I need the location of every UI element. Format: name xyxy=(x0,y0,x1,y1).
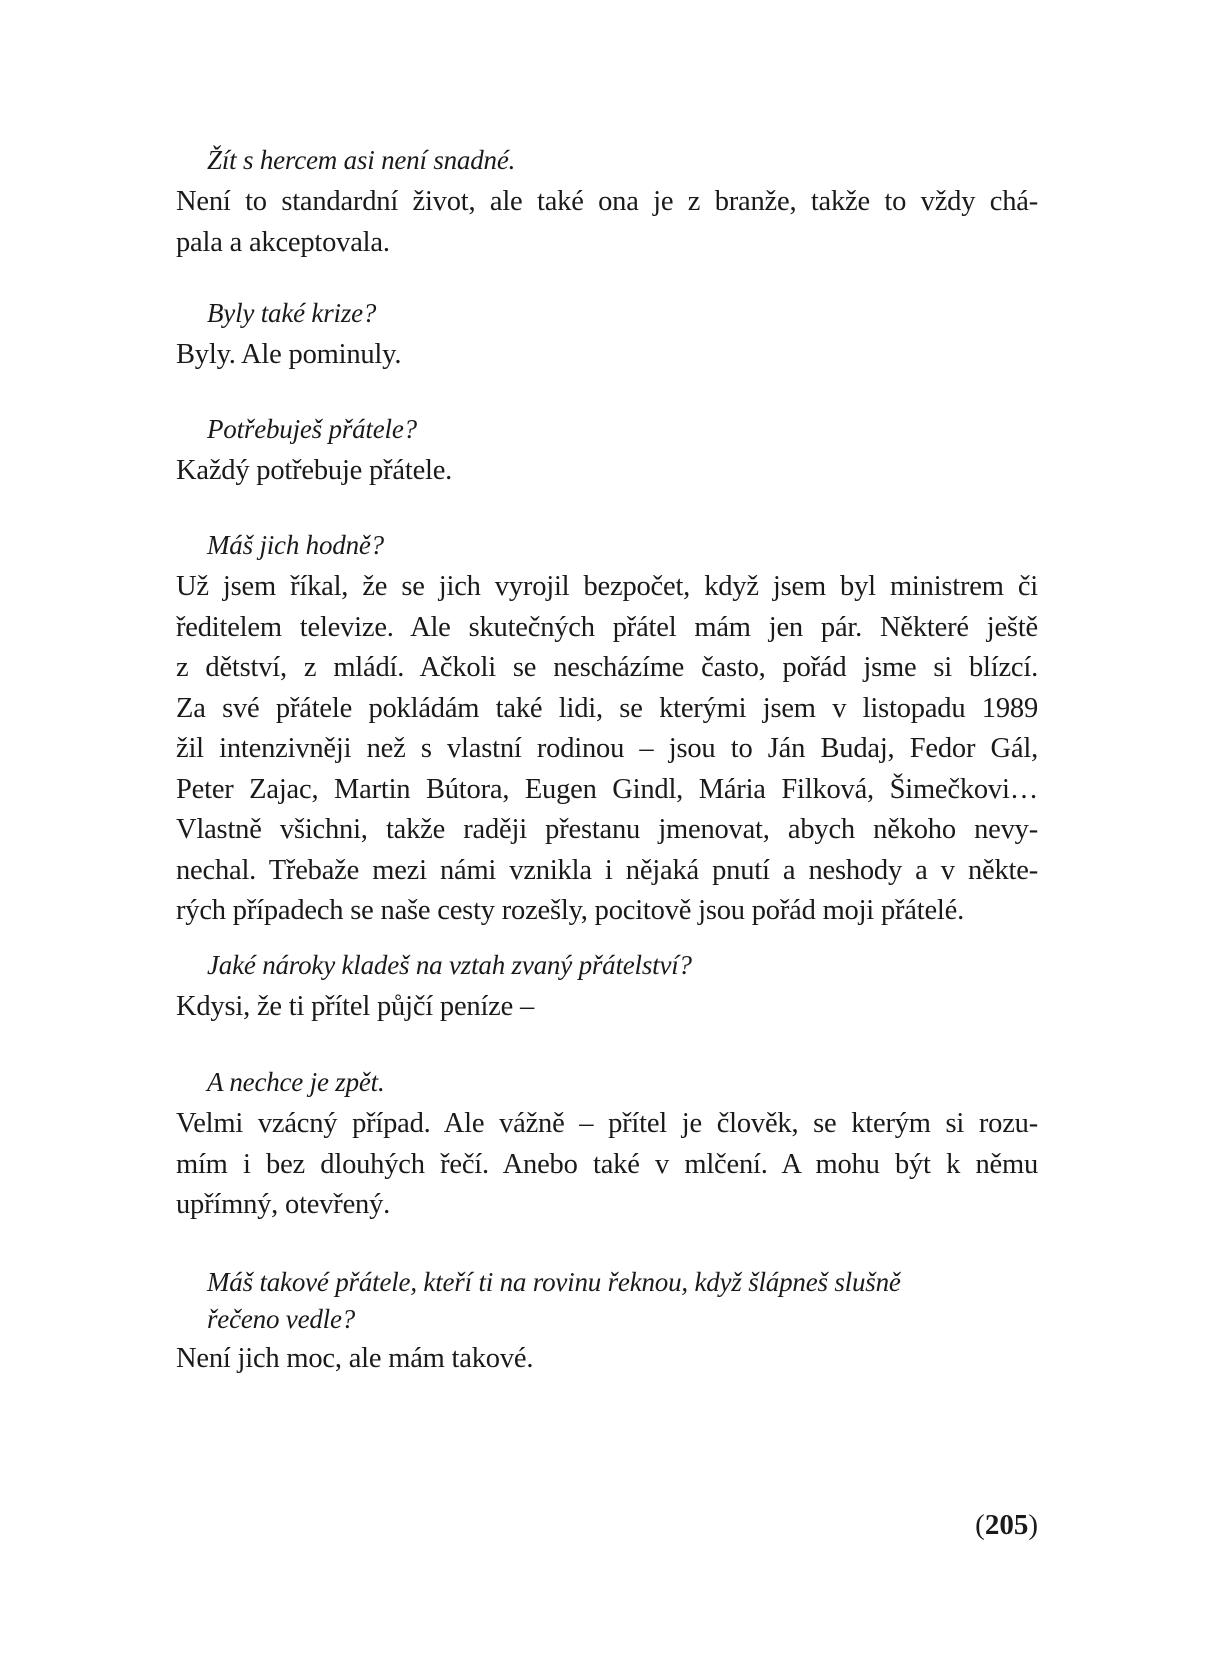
answer-line: žil intenzivněji než s vlastní rodinou – jsou to Ján Budaj, Fedor Gál, xyxy=(176,733,1038,764)
qa-block xyxy=(176,525,1038,932)
answer-line: Vlastně všichni, takže raději přestanu jmenovat, abych někoho nevy- xyxy=(176,814,1038,845)
interview-answer xyxy=(176,451,1038,492)
interview-question xyxy=(176,1262,1038,1337)
interview-answer xyxy=(176,987,1038,1028)
question-line: Máš takové přátele, kteří ti na rovinu řeknou, když šlápneš slušně xyxy=(207,1267,901,1297)
page-number xyxy=(966,1505,1038,1545)
answer-line: mím i bez dlouhých řečí. Anebo také v mlčení. A mohu být k němu xyxy=(176,1148,1038,1180)
interview-question xyxy=(176,409,1038,449)
question-line: Máš jich hodně? xyxy=(207,530,384,560)
interview-answer xyxy=(176,567,1038,932)
qa-block xyxy=(176,945,1038,1028)
page-number-open: ( xyxy=(975,1509,985,1541)
interview-answer xyxy=(176,1104,1038,1226)
answer-line: Velmi vzácný případ. Ale vážně – přítel je člověk, se kterým si rozu- xyxy=(176,1108,1038,1139)
page-number-value: 205 xyxy=(984,1509,1029,1541)
answer-line: upřímný, otevřený. xyxy=(176,1189,391,1220)
answer-line: z dětství, z mládí. Ačkoli se nescházíme často, pořád jsme si blízcí. xyxy=(176,652,1038,683)
answer-line: rých případech se naše cesty rozešly, pocitově jsou pořád moji přátelé. xyxy=(176,895,965,926)
question-line: Byly také krize? xyxy=(207,298,377,328)
question-line: Žít s hercem asi není snadné. xyxy=(207,145,516,175)
question-line: řečeno vedle? xyxy=(207,1304,356,1334)
answer-line: Není to standardní život, ale také ona je z branže, takže to vždy chá- xyxy=(176,186,1038,217)
page-number-close: ) xyxy=(1028,1509,1038,1541)
interview-answer xyxy=(176,1339,1038,1380)
answer-line: Peter Zajac, Martin Bútora, Eugen Gindl, Mária Filková, Šimečkovi… xyxy=(176,773,1038,805)
qa-block xyxy=(176,140,1038,263)
answer-line: Byly. Ale pominuly. xyxy=(176,339,402,370)
answer-line: nechal. Třebaže mezi námi vznikla i nějaká pnutí a neshody a v někte- xyxy=(176,854,1038,886)
interview-question xyxy=(176,293,1038,333)
answer-line: Za své přátele pokládám také lidi, se kterými jsem v listopadu 1989 xyxy=(176,692,1038,724)
answer-line: pala a akceptovala. xyxy=(176,226,390,258)
answer-line: Kdysi, že ti přítel půjčí peníze – xyxy=(176,991,535,1022)
qa-block xyxy=(176,293,1038,376)
interview-question xyxy=(176,140,1038,180)
interview-answer xyxy=(176,335,1038,376)
answer-line: Není jich moc, ale mám takové. xyxy=(176,1343,534,1374)
qa-block xyxy=(176,1062,1038,1226)
interview-question xyxy=(176,525,1038,565)
qa-block xyxy=(176,1262,1038,1380)
interview-question xyxy=(176,945,1038,985)
question-line: Jaké nároky kladeš na vztah zvaný přátelství? xyxy=(207,950,692,980)
interview-question xyxy=(176,1062,1038,1102)
qa-block xyxy=(176,409,1038,492)
answer-line: Už jsem říkal, že se jich vyrojil bezpočet, když jsem byl ministrem či xyxy=(176,571,1038,602)
interview-answer xyxy=(176,182,1038,263)
answer-line: Každý potřebuje přátele. xyxy=(176,455,453,486)
question-line: Potřebuješ přátele? xyxy=(207,414,417,444)
question-line: A nechce je zpět. xyxy=(207,1067,385,1097)
answer-line: ředitelem televize. Ale skutečných přátel mám jen pár. Některé ještě xyxy=(176,611,1038,643)
